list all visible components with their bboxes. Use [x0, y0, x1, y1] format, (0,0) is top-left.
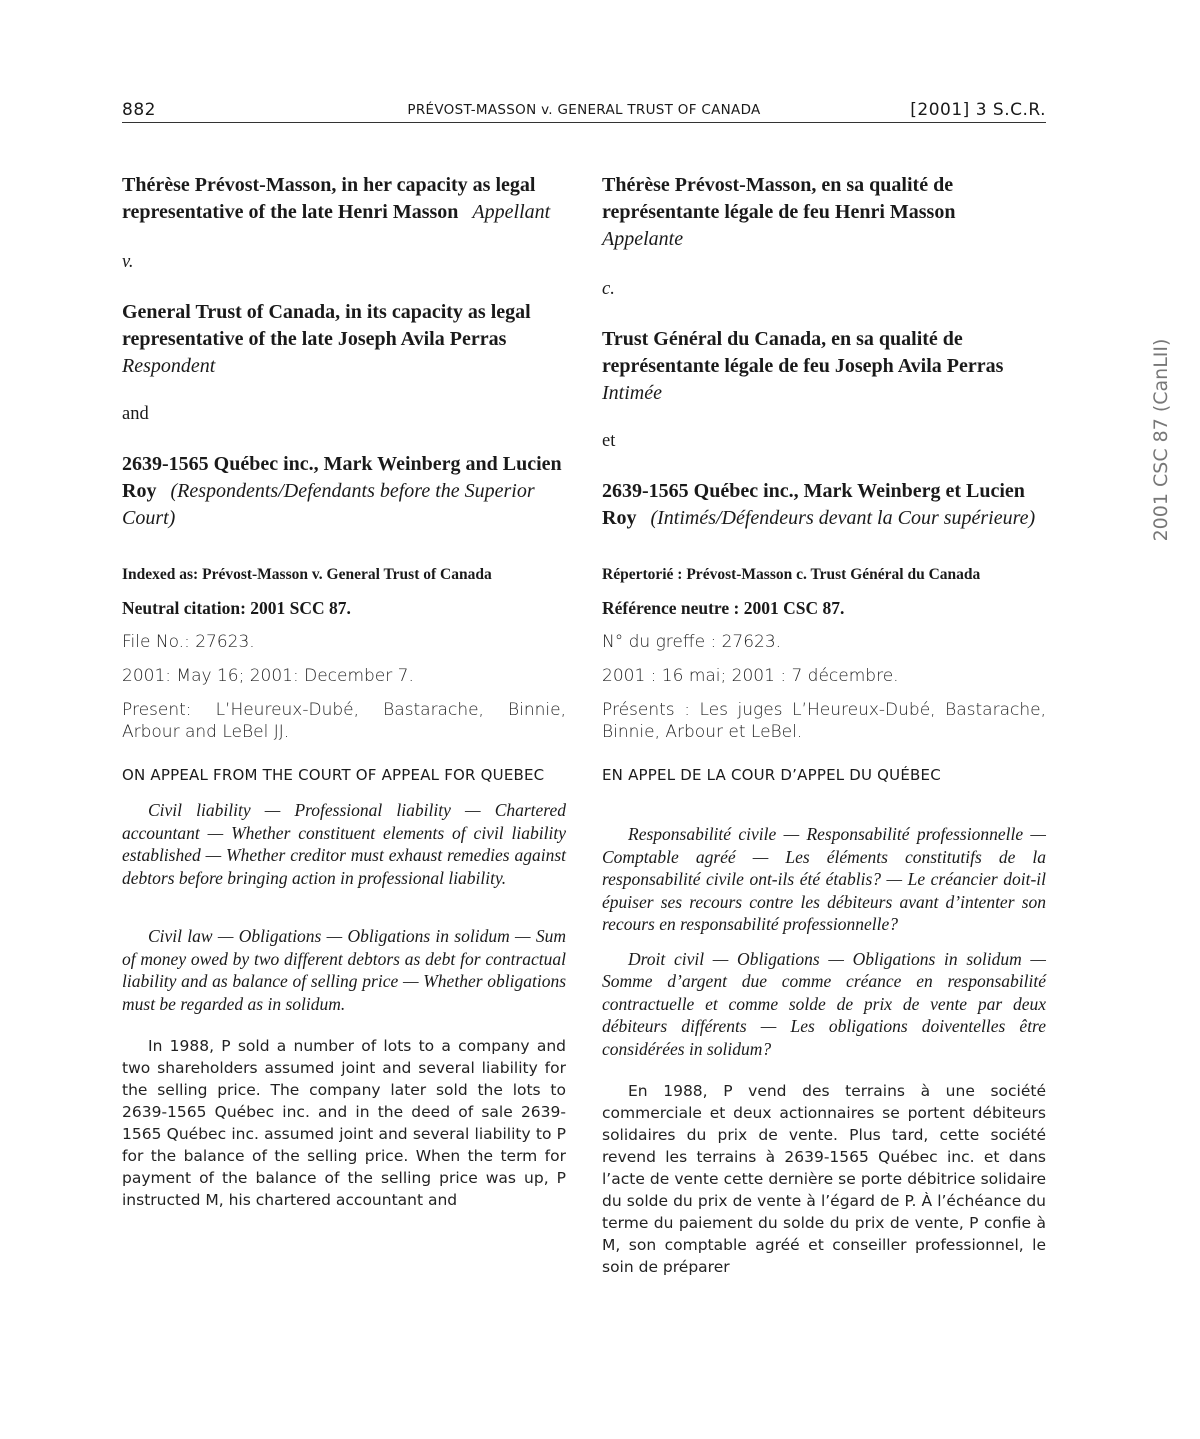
hearing-dates: 2001: May 16; 2001: December 7.: [122, 666, 414, 686]
headnote-paragraph: In 1988, P sold a number of lots to a company and two shareholders assumed joint and several liability for the selling price. The company later sold the lots to 2639-1565 Québec inc. and in the deed of sale 2639-1565 Québec inc. assumed joint and several liability to P for the balance of the selling price. When the term for payment of the balance of the selling price was up, P instructed M, his chartered accountant and: [122, 1037, 566, 1209]
side-note-text: 2001 CSC 87 (CanLII): [1150, 338, 1172, 542]
appeal-heading: ON APPEAL FROM THE COURT OF APPEAL FOR QUEBEC: [122, 766, 545, 784]
party-name: 2639-1565 Québec inc., Mark Weinberg et Lucien Roy: [602, 480, 1025, 529]
party-role: (Respondents/Defendants before the Superior Court): [122, 480, 535, 529]
neutral-citation: Référence neutre : 2001 CSC 87.: [602, 598, 845, 618]
judges-present: Présents : Les juges L’Heureux-Dubé, Bastarache, Binnie, Arbour et LeBel.: [602, 700, 1046, 742]
and-label: and: [122, 404, 149, 424]
other-respondents-party: [602, 478, 1046, 532]
french-column: [602, 172, 1046, 1278]
other-respondents-party: [122, 451, 566, 532]
judges-present: Present: L’Heureux-Dubé, Bastarache, Binnie, Arbour and LeBel JJ.: [122, 700, 566, 742]
versus-label: v.: [122, 252, 134, 272]
hearing-dates: 2001 : 16 mai; 2001 : 7 décembre.: [602, 666, 899, 686]
file-number: N° du greffe : 27623.: [602, 632, 782, 652]
catchline-2: Droit civil — Obligations — Obligations in solidum — Somme d’argent due comme créance en responsabilité contractuelle et comme solde de prix de vente par deux débiteurs différents — Les obligations doiventelles être considérées in solidum?: [602, 948, 1046, 1059]
party-role: Appelante: [602, 228, 684, 250]
party-name: General Trust of Canada, in its capacity as legal representative of the late Joseph Avila Perras: [122, 301, 531, 350]
party-role: (Intimés/Défendeurs devant la Cour supérieure): [650, 507, 1036, 529]
running-header: [122, 96, 1046, 123]
party-name: 2639-1565 Québec inc., Mark Weinberg and Lucien Roy: [122, 453, 562, 502]
catchline-1: Responsabilité civile — Responsabilité professionnelle — Comptable agréé — Les éléments constitutifs de la responsabilité civile ont-ils été établis? — Le créancier doit-il épuiser ses recours contre les débiteurs avant d’intenter son recours en responsabilité professionnelle?: [602, 824, 1046, 934]
catchline-2: Civil law — Obligations — Obligations in solidum — Sum of money owed by two different debtors as debt for contractual liability and as balance of selling price — Whether obligations must be regarded as in solidum.: [122, 926, 566, 1014]
appellant-party: [122, 172, 566, 226]
and-label: et: [602, 431, 616, 451]
page-number: 882: [122, 100, 156, 120]
party-name: Thérèse Prévost-Masson, in her capacity as legal representative of the late Henri Masson: [122, 174, 536, 223]
english-column: [122, 172, 566, 1211]
report-citation: [2001] 3 S.C.R.: [910, 100, 1046, 120]
versus-label: c.: [602, 279, 615, 299]
indexed-as: Indexed as: Prévost-Masson v. General Trust of Canada: [122, 566, 492, 583]
canlii-side-note: [1141, 340, 1181, 540]
running-title: PRÉVOST-MASSON v. GENERAL TRUST OF CANADA: [407, 102, 761, 118]
file-number: File No.: 27623.: [122, 632, 255, 652]
respondent-party: [122, 299, 566, 380]
catchline-1: Civil liability — Professional liability — Chartered accountant — Whether constituent elements of civil liability established — Whether creditor must exhaust remedies against debtors before bringing action in professional liability.: [122, 800, 566, 888]
party-role: Intimée: [602, 382, 662, 404]
neutral-citation: Neutral citation: 2001 SCC 87.: [122, 598, 351, 618]
appellant-party: [602, 172, 1046, 253]
party-role: Respondent: [122, 355, 216, 377]
party-role: Appellant: [472, 201, 551, 223]
respondent-party: [602, 326, 1046, 407]
indexed-as: Répertorié : Prévost-Masson c. Trust Général du Canada: [602, 566, 981, 583]
party-name: Thérèse Prévost-Masson, en sa qualité de représentante légale de feu Henri Masson: [602, 174, 956, 223]
headnote-paragraph: En 1988, P vend des terrains à une société commerciale et deux actionnaires se portent débiteurs solidaires du prix de vente. Plus tard, cette société revend les terrains à 2639-1565 Québec inc. et dans l’acte de vente cette dernière se porte débitrice solidaire du solde du prix de vente à l’égard de P. À l’échéance du terme du paiement du solde du prix de vente, P confie à M, son comptable agréé et conseiller professionnel, le soin de préparer: [602, 1082, 1046, 1276]
party-name: Trust Général du Canada, en sa qualité de représentante légale de feu Joseph Avila Perras: [602, 328, 1004, 377]
appeal-heading: EN APPEL DE LA COUR D’APPEL DU QUÉBEC: [602, 766, 941, 784]
